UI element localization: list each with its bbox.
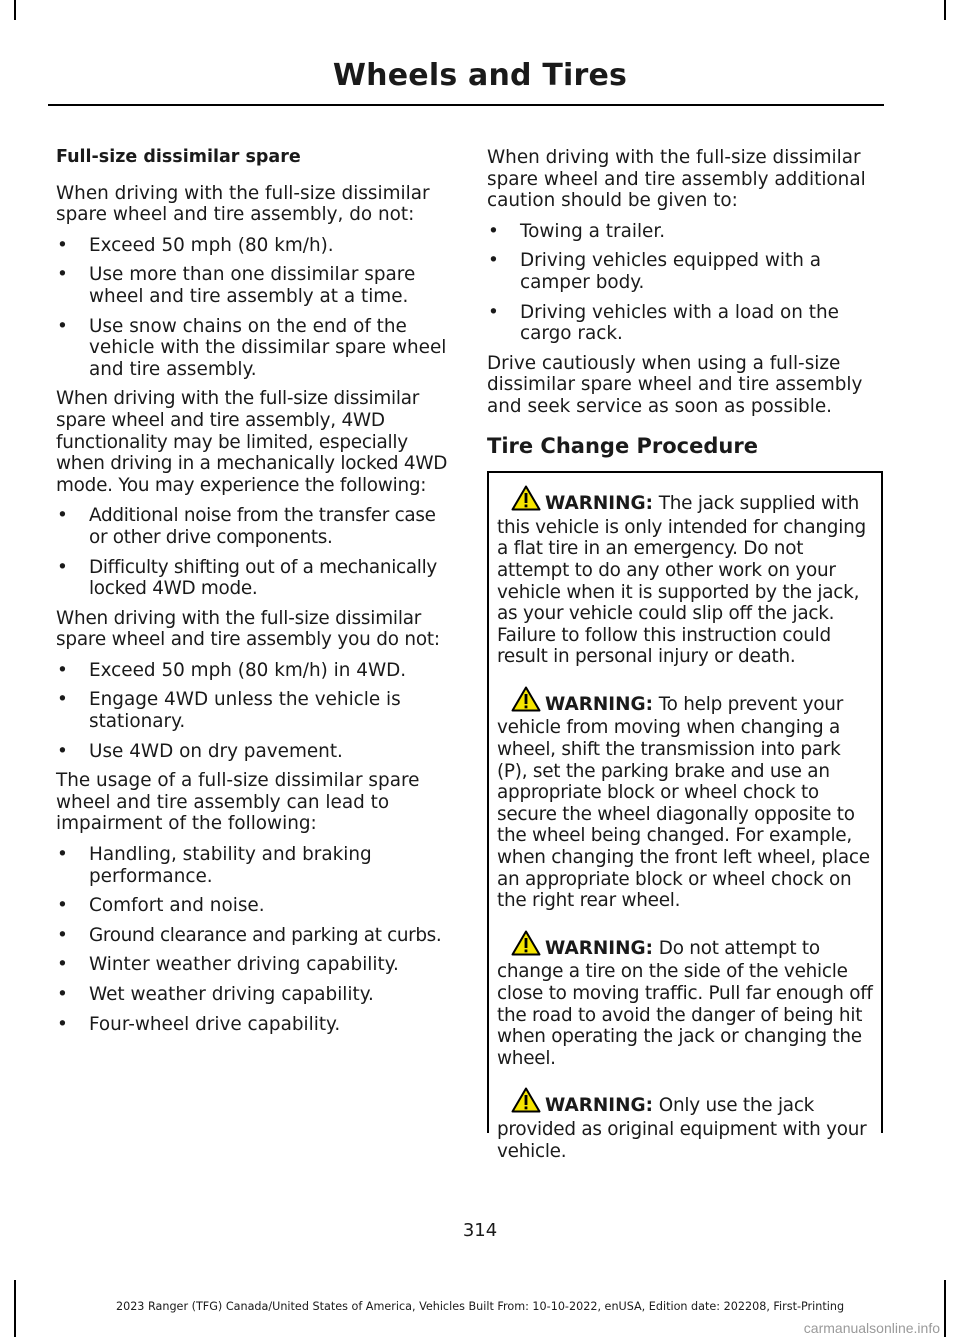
list-item: • Ground clearance and parking at curbs. [56, 925, 452, 947]
list-item: • Exceed 50 mph (80 km/h). [56, 235, 452, 257]
left-column [56, 147, 452, 1043]
list-item: • Exceed 50 mph (80 km/h) in 4WD. [56, 660, 452, 682]
list-item: • Use snow chains on the end of the vehicle with the dissimilar spare wheel and tire assembly. [56, 316, 452, 381]
paragraph: When driving with the full-size dissimilar spare wheel and tire assembly, 4WD functionality may be limited, especially when driving in a mechanically locked 4WD mode. You may experience the following: [56, 388, 448, 496]
warning-box [487, 471, 883, 1162]
warning-label: WARNING: [545, 493, 653, 515]
list-item: • Handling, stability and braking performance. [56, 844, 452, 887]
warning-block [497, 485, 875, 668]
list-item: • Use 4WD on dry pavement. [56, 741, 452, 763]
list-item: • Use more than one dissimilar spare wheel and tire assembly at a time. [56, 264, 452, 307]
paragraph: When driving with the full-size dissimilar spare wheel and tire assembly additional caution should be given to: [487, 147, 866, 212]
warning-text: To help prevent your vehicle from moving when changing a wheel, shift the transmission into park (P), set the parking brake and use an appropriate block or wheel chock to secure the wheel diagonally opposite to the wheel being changed. For example, when changing the front left wheel, place an appropriate block or wheel chock on the right rear wheel. [497, 693, 870, 912]
warning-text: Only use the jack provided as original equipment with your vehicle. [497, 1095, 867, 1162]
list-item: • Wet weather driving capability. [56, 984, 452, 1006]
warning-label: WARNING: [545, 1095, 653, 1117]
watermark: carmanualsonline.info [803, 1320, 940, 1336]
list-item: • Towing a trailer. [487, 221, 883, 243]
crop-mark-top-left [14, 0, 16, 20]
paragraph: When driving with the full-size dissimilar spare wheel and tire assembly you do not: [56, 607, 440, 651]
bullet-list [487, 221, 883, 345]
list-item: • Winter weather driving capability. [56, 954, 452, 976]
list-item: • Driving vehicles with a load on the cargo rack. [487, 302, 883, 345]
warning-label: WARNING: [545, 937, 653, 959]
warning-triangle-icon [511, 686, 541, 718]
title-divider [48, 104, 884, 106]
paragraph: Drive cautiously when using a full-size dissimilar spare wheel and tire assembly and seek service as soon as possible. [487, 352, 863, 417]
crop-mark-top-right [944, 0, 946, 20]
paragraph: When driving with the full-size dissimilar spare wheel and tire assembly, do not: [56, 182, 430, 226]
list-item: • Comfort and noise. [56, 895, 452, 917]
bullet-list [56, 844, 452, 1035]
warning-triangle-icon [511, 485, 541, 517]
page-number: 314 [462, 1220, 498, 1241]
list-item: • Difficulty shifting out of a mechanically locked 4WD mode. [56, 557, 452, 600]
paragraph: The usage of a full-size dissimilar spare wheel and tire assembly can lead to impairment of the following: [56, 770, 420, 835]
right-column [487, 147, 883, 1162]
list-item: • Driving vehicles equipped with a camper body. [487, 250, 883, 293]
warning-text: Do not attempt to change a tire on the side of the vehicle close to moving traffic. Pull far enough off the road to avoid the danger of being hit when operating the jack or changing the wheel. [497, 937, 873, 1069]
page-title: Wheels and Tires [332, 58, 628, 93]
warning-label: WARNING: [545, 693, 653, 715]
warning-block [497, 1087, 875, 1162]
page-footer: 2023 Ranger (TFG) Canada/United States of America, Vehicles Built From: 10-10-2022, enUSA, Edition date: 202208, First-Printing [115, 1300, 845, 1313]
bullet-list [56, 505, 452, 599]
warning-triangle-icon [511, 930, 541, 962]
bullet-list [56, 660, 452, 762]
warning-block [497, 686, 875, 912]
bullet-list [56, 235, 452, 381]
list-item: • Four-wheel drive capability. [56, 1014, 452, 1036]
list-item: • Additional noise from the transfer case or other drive components. [56, 505, 452, 548]
section-heading-dissimilar-spare: Full-size dissimilar spare [56, 147, 301, 167]
warning-triangle-icon [511, 1087, 541, 1119]
section-heading-tire-change: Tire Change Procedure [487, 433, 758, 458]
warning-text: The jack supplied with this vehicle is only intended for changing a flat tire in an emergency. Do not attempt to do any other work on your vehicle when it is supported by the jack, as your vehicle could slip off the jack. Failure to follow this instruction could result in personal injury or death. [497, 493, 866, 668]
list-item: • Engage 4WD unless the vehicle is stationary. [56, 689, 452, 732]
warning-block [497, 930, 875, 1070]
